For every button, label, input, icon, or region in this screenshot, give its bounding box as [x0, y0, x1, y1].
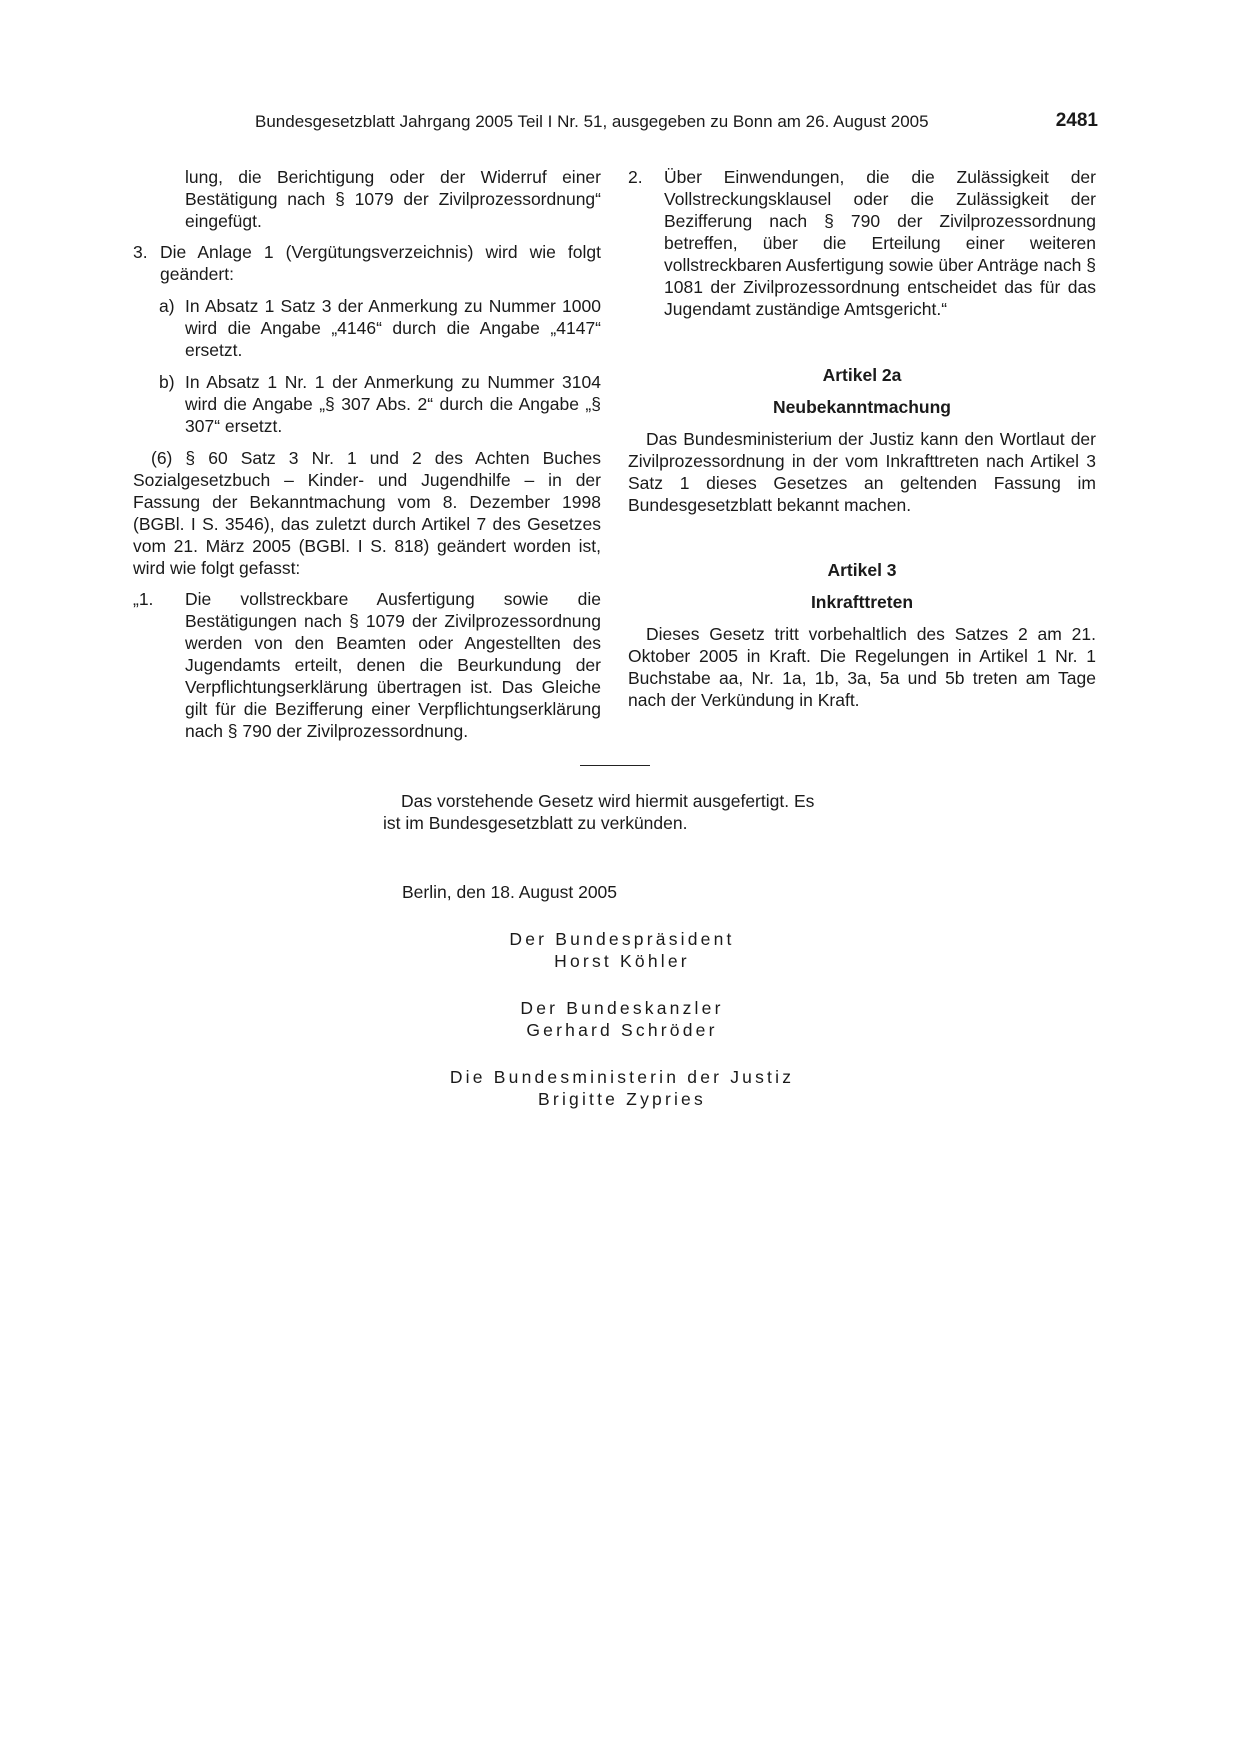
- article-2a-title: Neubekanntmachung: [773, 397, 951, 417]
- list-item-2: [628, 166, 1096, 320]
- place-date: Berlin, den 18. August 2005: [402, 882, 618, 902]
- sub-item-label: b): [159, 372, 175, 392]
- sub-item-a: [133, 295, 601, 361]
- promulgation-line-2: ist im Bundesgesetzblatt zu verkünden.: [383, 813, 688, 833]
- sub-item-text: In Absatz 1 Nr. 1 der Anmerkung zu Nummer 3104 wird die Angabe „§ 307 Abs. 2“ durch die Angabe „§ 307“ ersetzt.: [185, 372, 601, 436]
- signatory-title: Die Bundesministerin der Justiz: [449, 1067, 795, 1087]
- section-divider: [580, 765, 650, 766]
- article-3-title: Inkrafttreten: [810, 592, 914, 612]
- gazette-title: Bundesgesetzblatt Jahrgang 2005 Teil I Nr. 51, ausgegeben zu Bonn am 26. August 2005: [255, 112, 929, 131]
- quoted-item-text: Die vollstreckbare Ausfertigung sowie die Bestätigungen nach § 1079 der Zivilprozessordnung werden von den Beamten oder Angestellten des Jugendamts erteilt, denen die Beurkundung der Verpflichtungserklärung übertragen ist. Das Gleiche gilt für die Bezifferung einer Verpflichtungserklärung nach § 790 der Zivilprozessordnung.: [185, 589, 601, 741]
- article-2a-text: Das Bundesministerium der Justiz kann den Wortlaut der Zivilprozessordnung in der vom Inkrafttreten nach Artikel 3 Satz 1 dieses Gesetzes an geltenden Fassung im Bundesgesetzblatt bekannt machen.: [628, 429, 1096, 515]
- list-item-3: [133, 241, 601, 285]
- page-number: 2481: [1055, 110, 1098, 131]
- article-3-text: Dieses Gesetz tritt vorbehaltlich des Satzes 2 am 21. Oktober 2005 in Kraft. Die Regelungen in Artikel 1 Nr. 1 Buchstabe aa, Nr. 1a, 1b, 3a, 5a und 5b treten am Tage nach der Verkündung in Kraft.: [628, 624, 1096, 710]
- sub-item-b: [133, 371, 601, 437]
- sub-item-text: In Absatz 1 Satz 3 der Anmerkung zu Nummer 1000 wird die Angabe „4146“ durch die Angabe „4147“ ersetzt.: [185, 296, 601, 360]
- signatory-title: Der Bundespräsident: [509, 929, 735, 949]
- continuation-text: lung, die Berichtigung oder der Widerruf einer Bestätigung nach § 1079 der Zivilprozessordnung“ eingefügt.: [185, 167, 601, 231]
- signatory-name: Brigitte Zypries: [538, 1089, 706, 1109]
- right-column: [628, 166, 1096, 711]
- promulgation-clause: [383, 790, 853, 834]
- left-column: [133, 166, 601, 742]
- signatory-name: Horst Köhler: [554, 951, 690, 971]
- signatory-title: Der Bundeskanzler: [520, 998, 724, 1018]
- promulgation-line-1: Das vorstehende Gesetz wird hiermit ausgefertigt. Es: [401, 791, 815, 811]
- sub-item-label: a): [159, 296, 175, 316]
- list-item-label: 3.: [133, 242, 148, 262]
- quoted-item-label: „1.: [133, 589, 154, 609]
- signature-block: [0, 997, 1244, 1041]
- list-item-text: Über Einwendungen, die die Zulässigkeit der Vollstreckungsklausel oder die Zulässigkeit der Bezifferung nach § 790 der Zivilprozessordnung betreffen, über die Erteilung einer weiteren vollstreckbaren Ausfertigung sowie über Anträge nach § 1081 der Zivilprozessordnung entscheidet das für das Jugendamt zuständige Amtsgericht.“: [664, 167, 1096, 319]
- paragraph-6: (6) § 60 Satz 3 Nr. 1 und 2 des Achten Buches Sozialgesetzbuch – Kinder- und Jugendhilfe – in der Fassung der Bekanntmachung vom 8. Dezember 1998 (BGBl. I S. 3546), das zuletzt durch Artikel 7 des Gesetzes vom 21. März 2005 (BGBl. I S. 818) geändert worden ist, wird wie folgt gefasst:: [133, 448, 601, 578]
- signatory-name: Gerhard Schröder: [526, 1020, 718, 1040]
- list-item-label: 2.: [628, 167, 643, 187]
- quoted-item-1: [133, 588, 601, 742]
- signature-block: [0, 928, 1244, 972]
- list-item-text: Die Anlage 1 (Vergütungsverzeichnis) wird wie folgt geändert:: [160, 242, 601, 284]
- article-2a-heading: Artikel 2a: [822, 365, 902, 385]
- article-3-heading: Artikel 3: [827, 560, 897, 580]
- signature-block: [0, 1066, 1244, 1110]
